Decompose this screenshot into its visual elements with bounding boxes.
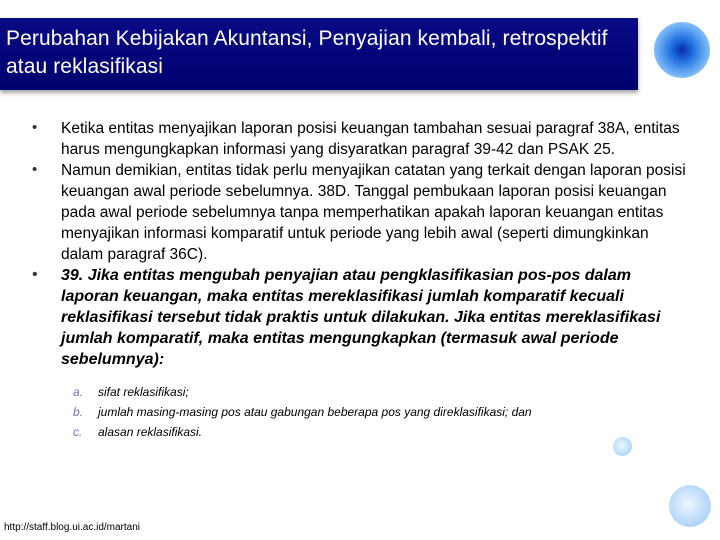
sub-item-c [73,422,692,442]
sub-marker: a. [73,385,84,399]
sub-item-a [73,382,692,402]
bullet-icon: • [32,119,38,136]
sub-marker: c. [73,425,83,439]
sub-marker: b. [73,405,84,419]
bullet-item-3 [24,265,692,370]
decorative-bottom-orb-icon [669,485,711,527]
bullet-item-1 [24,118,692,160]
sub-text: sifat reklasifikasi; [98,385,189,399]
bullet-text: Namun demikian, entitas tidak perlu menyajikan catatan yang terkait dengan laporan posisi keuangan awal periode sebelumnya. 38D. Tanggal pembukaan laporan posisi keuangan pada awal periode sebelumnya tanpa memperhatikan apakah laporan keuangan entitas menyajikan informasi komparatif untuk periode yang lebih awal (seperti dimungkinkan dalam paragraf 36C). [61,162,686,263]
bullet-text: Ketika entitas menyajikan laporan posisi keuangan tambahan sesuai paragraf 38A, entitas harus mengungkapkan informasi yang disyaratkan paragraf 39-42 dan PSAK 25. [61,120,680,158]
slide-body [24,118,692,442]
slide-title: Perubahan Kebijakan Akuntansi, Penyajian kembali, retrospektif atau reklasifikasi [6,27,608,78]
sub-list [24,382,692,442]
bullet-icon: • [32,266,38,283]
bullet-item-2 [24,160,692,265]
sub-item-b [73,402,692,422]
footer-url-link[interactable]: http://staff.blog.ui.ac.id/martani [4,522,141,533]
title-bar [0,18,638,90]
decorative-blue-orb-icon [654,22,710,78]
bullet-text: 39. Jika entitas mengubah penyajian atau pengklasifikasian pos-pos dalam laporan keuangan, maka entitas mereklasifikasi jumlah komparatif kecuali reklasifikasi tersebut tidak praktis untuk dilakukan. Jika entitas mereklasifikasi jumlah komparatif, maka entitas mengungkapkan (termasuk awal periode sebelumnya): [61,267,661,368]
sub-text: alasan reklasifikasi. [98,425,203,439]
sub-text: jumlah masing-masing pos atau gabungan beberapa pos yang direklasifikasi; dan [98,405,532,419]
bullet-icon: • [32,161,38,178]
